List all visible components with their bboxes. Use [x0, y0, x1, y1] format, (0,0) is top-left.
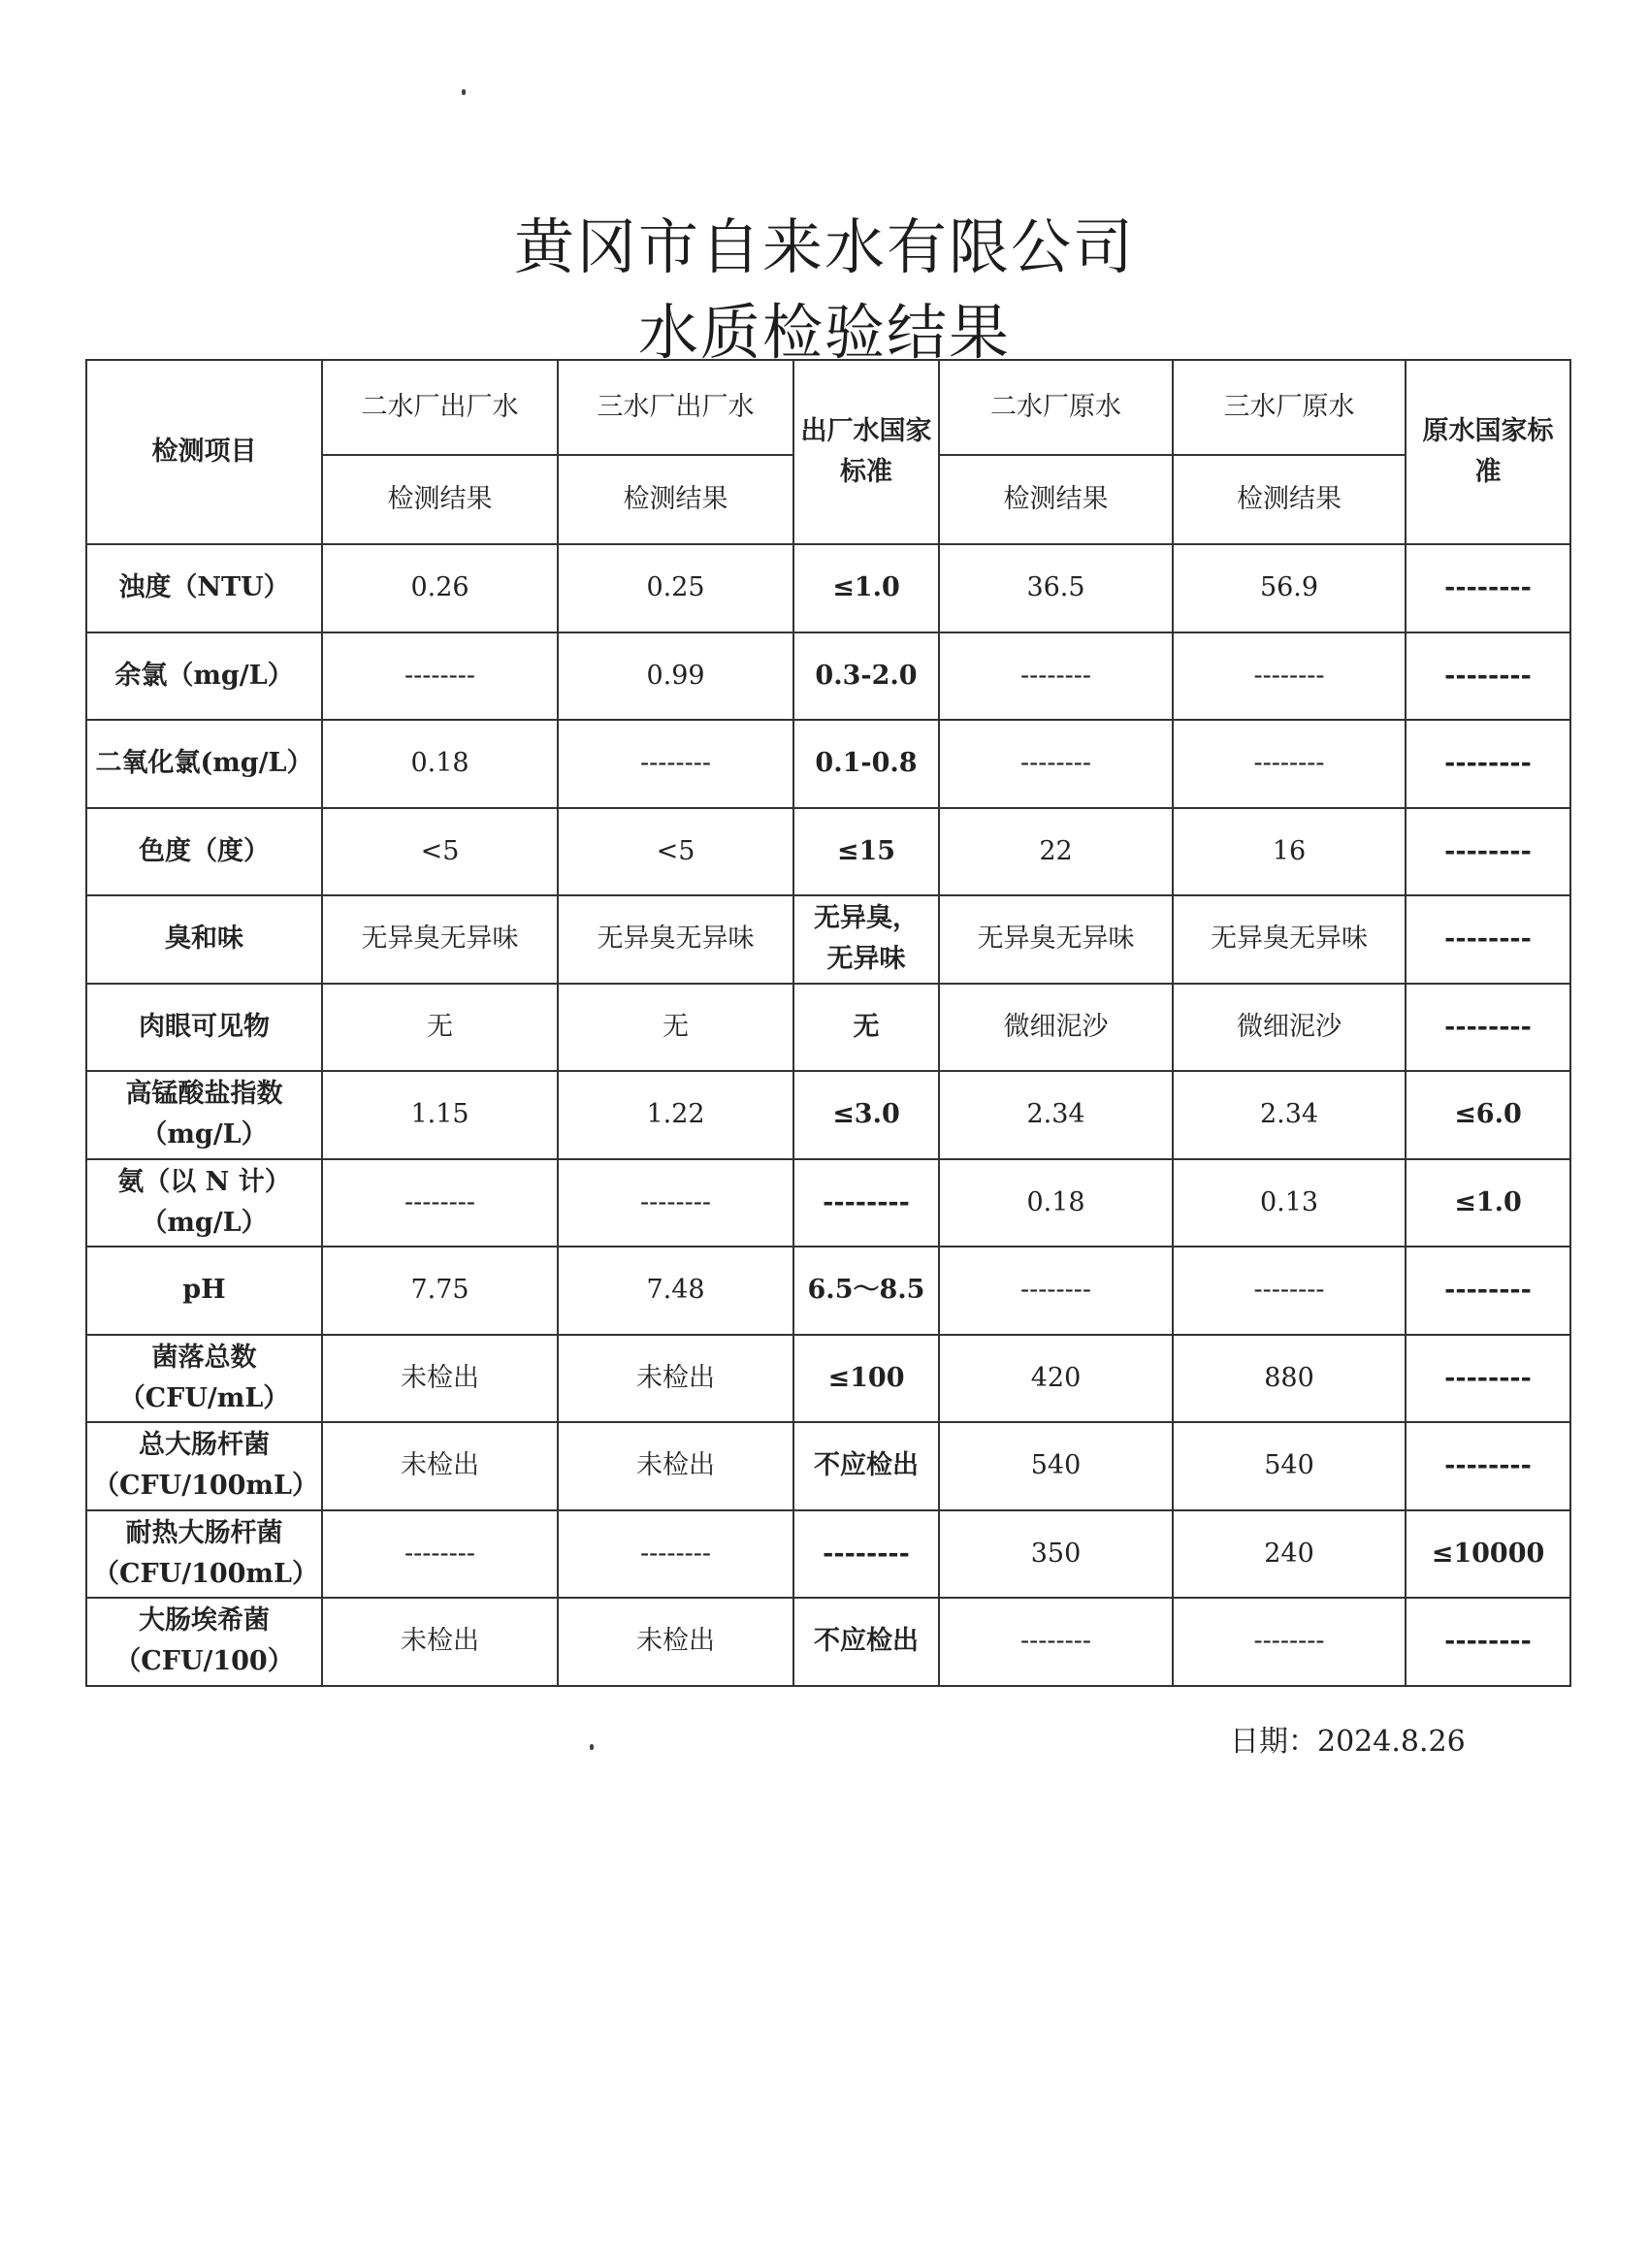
table-cell: 未检出 [558, 1598, 793, 1686]
table-cell: -------- [1406, 544, 1570, 632]
page-subtitle: 水质检验结果 [637, 297, 1011, 368]
table-cell: 2.34 [1173, 1071, 1406, 1159]
table-cell: -------- [558, 720, 793, 808]
table-cell: ≤6.0 [1406, 1071, 1570, 1159]
scan-speck [590, 1744, 594, 1750]
row-item-label: 菌落总数 （CFU/mL） [86, 1335, 322, 1423]
table-cell: 2.34 [939, 1071, 1173, 1159]
table-cell: -------- [1173, 1598, 1406, 1686]
table-cell: 未检出 [558, 1422, 793, 1510]
table-cell: 1.22 [558, 1071, 793, 1159]
row-item-label: 二氧化氯(mg/L） [86, 720, 322, 808]
table-cell: -------- [1173, 720, 1406, 808]
table-cell: -------- [1406, 1422, 1570, 1510]
table-row [86, 632, 1570, 721]
results-table [85, 359, 1571, 1687]
table-row [86, 1422, 1570, 1510]
column-header: 二水厂出厂水 [322, 360, 558, 455]
table-cell: 420 [939, 1335, 1173, 1423]
row-item-label: 大肠埃希菌 （CFU/100） [86, 1598, 322, 1686]
table-cell: 无异臭无异味 [1173, 895, 1406, 984]
table-cell: 16 [1173, 808, 1406, 896]
table-cell: -------- [1406, 720, 1570, 808]
table-row [86, 544, 1570, 632]
table-cell: 0.1-0.8 [793, 720, 939, 808]
table-cell: -------- [1406, 808, 1570, 896]
table-cell: 无异臭无异味 [558, 895, 793, 984]
table-row [86, 808, 1570, 896]
table-cell: -------- [1406, 984, 1570, 1072]
table-cell: 不应检出 [793, 1422, 939, 1510]
table-cell: -------- [939, 720, 1173, 808]
table-cell: -------- [322, 632, 558, 721]
page-title: 黄冈市自来水有限公司 [513, 211, 1135, 282]
table-cell: ≤100 [793, 1335, 939, 1423]
item-header: 检测项目 [86, 360, 322, 544]
table-row [86, 1071, 1570, 1159]
column-header: 三水厂出厂水 [558, 360, 793, 455]
table-cell: 22 [939, 808, 1173, 896]
table-cell: ≤1.0 [793, 544, 939, 632]
row-item-label: 氨（以 N 计） （mg/L） [86, 1159, 322, 1247]
table-cell: -------- [939, 1247, 1173, 1335]
table-cell: 未检出 [322, 1422, 558, 1510]
table-cell: 未检出 [558, 1335, 793, 1423]
table-cell: -------- [558, 1510, 793, 1599]
column-header: 三水厂原水 [1173, 360, 1406, 455]
table-cell: ≤10000 [1406, 1510, 1570, 1599]
table-cell: 540 [939, 1422, 1173, 1510]
table-row [86, 1247, 1570, 1335]
table-cell: 240 [1173, 1510, 1406, 1599]
table-cell: -------- [1173, 1247, 1406, 1335]
table-cell: -------- [793, 1159, 939, 1247]
table-cell: 350 [939, 1510, 1173, 1599]
table-cell: 36.5 [939, 544, 1173, 632]
table-cell: 7.75 [322, 1247, 558, 1335]
table-cell: -------- [1173, 632, 1406, 721]
column-subheader: 检测结果 [939, 455, 1173, 544]
row-item-label: 肉眼可见物 [86, 984, 322, 1072]
row-item-label: 余氯（mg/L） [86, 632, 322, 721]
table-cell: 880 [1173, 1335, 1406, 1423]
table-cell: 未检出 [322, 1335, 558, 1423]
table-row [86, 895, 1570, 984]
table-cell: <5 [322, 808, 558, 896]
scan-speck [462, 89, 466, 95]
table-cell: 无异臭无异味 [322, 895, 558, 984]
table-cell: 56.9 [1173, 544, 1406, 632]
table-cell: 无异臭， 无异味 [793, 895, 939, 984]
row-item-label: 色度（度） [86, 808, 322, 896]
table-cell: -------- [1406, 1247, 1570, 1335]
column-subheader: 检测结果 [322, 455, 558, 544]
table-row [86, 1598, 1570, 1686]
row-item-label: 高锰酸盐指数 （mg/L） [86, 1071, 322, 1159]
table-cell: 0.99 [558, 632, 793, 721]
table-cell: -------- [1406, 632, 1570, 721]
table-cell: ≤3.0 [793, 1071, 939, 1159]
table-row [86, 1510, 1570, 1599]
table-cell: 微细泥沙 [1173, 984, 1406, 1072]
report-date: 日期：2024.8.26 [1230, 1725, 1466, 1759]
row-item-label: 耐热大肠杆菌 （CFU/100mL） [86, 1510, 322, 1599]
table-row [86, 720, 1570, 808]
row-item-label: 总大肠杆菌 （CFU/100mL） [86, 1422, 322, 1510]
table-cell: -------- [939, 1598, 1173, 1686]
table-cell: <5 [558, 808, 793, 896]
table-cell: 不应检出 [793, 1598, 939, 1686]
table-cell: 7.48 [558, 1247, 793, 1335]
table-cell: 0.18 [939, 1159, 1173, 1247]
column-header: 二水厂原水 [939, 360, 1173, 455]
row-item-label: 浊度（NTU） [86, 544, 322, 632]
table-cell: -------- [558, 1159, 793, 1247]
table-cell: 无 [322, 984, 558, 1072]
table-row [86, 984, 1570, 1072]
table-cell: 540 [1173, 1422, 1406, 1510]
row-item-label: pH [86, 1247, 322, 1335]
table-cell: 0.13 [1173, 1159, 1406, 1247]
table-cell: 微细泥沙 [939, 984, 1173, 1072]
table-cell: -------- [793, 1510, 939, 1599]
table-cell: ≤1.0 [1406, 1159, 1570, 1247]
table-body [86, 544, 1570, 1686]
table-cell: 1.15 [322, 1071, 558, 1159]
column-header: 原水国家标准 [1406, 360, 1570, 544]
table-cell: 无 [558, 984, 793, 1072]
table-cell: -------- [1406, 895, 1570, 984]
table-cell: 0.25 [558, 544, 793, 632]
table-cell: -------- [322, 1510, 558, 1599]
table-cell: -------- [1406, 1335, 1570, 1423]
table-row [86, 1335, 1570, 1423]
table-cell: 无异臭无异味 [939, 895, 1173, 984]
table-row [86, 1159, 1570, 1247]
table-cell: 0.3-2.0 [793, 632, 939, 721]
table-cell: 0.18 [322, 720, 558, 808]
column-subheader: 检测结果 [558, 455, 793, 544]
table-cell: 无 [793, 984, 939, 1072]
column-subheader: 检测结果 [1173, 455, 1406, 544]
row-item-label: 臭和味 [86, 895, 322, 984]
table-cell: 6.5～8.5 [793, 1247, 939, 1335]
table-cell: -------- [322, 1159, 558, 1247]
table-cell: ≤15 [793, 808, 939, 896]
table-cell: 0.26 [322, 544, 558, 632]
table-cell: -------- [939, 632, 1173, 721]
column-header: 出厂水国家标准 [793, 360, 939, 544]
table-cell: 未检出 [322, 1598, 558, 1686]
table-cell: -------- [1406, 1598, 1570, 1686]
